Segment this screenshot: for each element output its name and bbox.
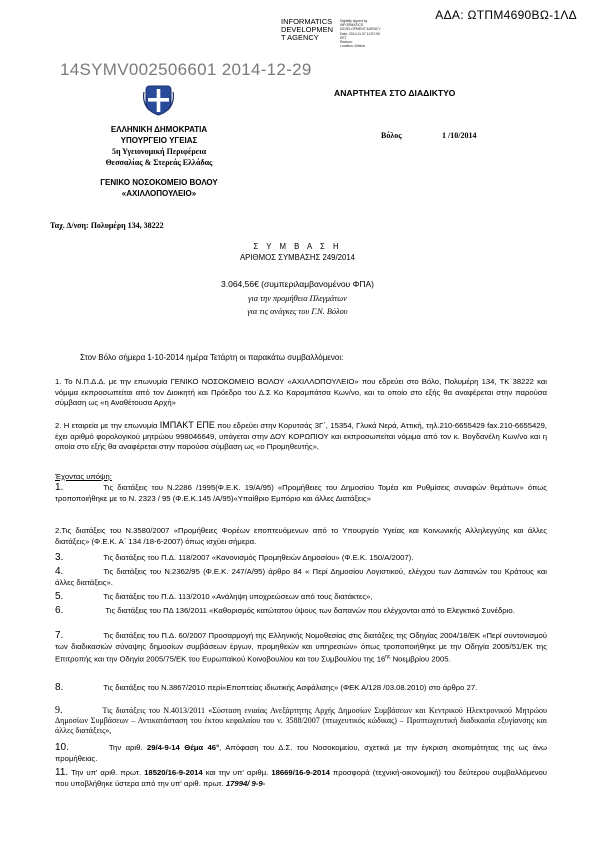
offer-reference: 18669/16-9-2014 (271, 768, 330, 777)
contract-purpose: για τις ανάγκες του Γ.Ν. Βόλου (247, 307, 348, 316)
item-text: Τις διατάξεις του Ν.2362/95 (Φ.Ε.Κ. 247/Α/95) άρθρο 84 « Περί Δημοσίου Λογιστικού, ελέγχου των Δαπανών του Κράτους και άλλες διατάξεις». (55, 567, 547, 587)
header-region-area: Θεσσαλίας & Στερεάς Ελλάδας (105, 158, 213, 167)
item-number: 11. (55, 767, 69, 778)
consideration-item (55, 631, 547, 665)
signature-detail-line: Date: 2014.11.07 12:57:50 (340, 31, 380, 36)
consideration-item (55, 483, 547, 504)
header-region: 5η Υγειονομική Περιφέρεια (111, 147, 207, 156)
consideration-item (55, 606, 547, 617)
signature-detail-line: Reason: (340, 40, 353, 45)
item-number: 7. (55, 630, 64, 641)
consideration-item (55, 567, 547, 588)
postal-address: Ταχ. Δ/νση: Πολυμέρη 134, 38222 (50, 221, 164, 230)
considering-heading: Έχοντας υπόψη: (55, 472, 112, 481)
header-ministry: ΥΠΟΥΡΓΕΙΟ ΥΓΕΙΑΣ (120, 136, 198, 145)
item-number: 10. (55, 742, 69, 753)
item-number: 1. (55, 482, 64, 493)
signature-org-line: T AGENCY (281, 33, 319, 43)
header-hospital: ΓΕΝΙΚΟ ΝΟΣΟΚΟΜΕΙΟ ΒΟΛΟΥ (100, 178, 218, 187)
item-text: Τις διατάξεις του Ν.2286 /1995(Φ.Ε.Κ. 19/Α/95) «Προμήθειες του Δημοσίου Τομέα και Ρυθμίσεις συναφών θεμάτων» όπως τροποποιήθηκε με το Ν. 2323 / 95 (Φ.Ε.Κ.145 /Α/95)«Υπαίθριο Εμπόριο και άλλες Διατάξεις» (55, 483, 547, 503)
item-text-end: , Απόφαση του Δ.Σ. του Νοσοκομείου, σχετικά με την έγκριση σκοπιμότητας της ως άνω προμήθειας. (55, 743, 547, 763)
item-number: 8. (55, 682, 64, 693)
item-number: 6. (55, 605, 64, 616)
item-text: Την αριθ. (108, 743, 147, 752)
consideration-item (55, 683, 547, 694)
tender-reference: 17994/ 9-9- (225, 778, 266, 788)
consideration-item (55, 526, 547, 547)
signature-org-line: INFORMATICS (281, 17, 333, 26)
item-text: και την υπ' αριθμ. (202, 768, 272, 777)
item-text: 2.Τις διατάξεις του Ν.3580/2007 «Προμήθειες Φορέων εποπτευόμενων από το Υπουργείο Υγείας και Κοινωνικής Αλληλεγγύης και άλλες διατάξεις» (Φ.Ε.Κ. Α΄ 134 /18-6-2007) όπως ισχύει σήμερα. (55, 526, 547, 546)
contract-number: ΑΡΙΘΜΟΣ ΣΥΜΒΑΣΗΣ 249/2014 (239, 253, 356, 262)
item-text: Τις διατάξεις του Π.Δ. 118/2007 «Κανονισμός Προμηθειών Δημοσίου» (Φ.Ε.Κ. 150/Α/2007). (103, 553, 414, 562)
consideration-item (55, 706, 547, 737)
item-text-end: Νοεμβρίου 2005. (390, 654, 451, 664)
item-text: Τις διατάξεις του ΠΔ 136/2011 «Καθορισμός κατώτατου ύψους των δαπανών που ελέγχονται από το Ελεγκτικό Συνέδριο. (103, 606, 515, 615)
item-text: Τις διατάξεις του Π.Δ. 60/2007 Προσαρμογή της Ελληνικής Νομοθεσίας στις διατάξεις της Οδηγίας 2004/18/ΕΚ «Περί συντονισμού των διαδικασιών σύναψης δημοσίων συμβάσεων έργων, προμηθειών και υπηρεσιών» όπως τροποποιήθηκε με την Οδηγία 2005/51/ΕΚ της Επιτροπής και την Οδηγία 2005/75/ΕΚ του Ευρωπαϊκού Κοινοβουλίου και του Συμβουλίου της 16 (55, 631, 547, 664)
decision-reference: 29/4-9-14 Θέμα 46° (146, 743, 220, 752)
header-hospital-name: «ΑΧΙΛΛΟΠΟΥΛΕΙΟ» (121, 189, 197, 198)
party-one-paragraph: 1. Το Ν.Π.Δ.Δ. με την επωνυμία ΓΕΝΙΚΟ ΝΟΣΟΚΟΜΕΙΟ ΒΟΛΟΥ «ΑΧΙΛΛΟΠΟΥΛΕΙΟ» που εδρεύει στο Βόλο, Πολυμέρη 134, ΤΚ 38222 και νόμιμα εκπροσωπείται από τον Διοικητή και Πρόεδρο του Δ.Σ Κο Καραμπάτσα Κων/νο, και το οποίο στο εξής θα αναφέρεται στην παρούσα σύμβαση ως «η Αναθέτουσα Αρχή» (55, 377, 547, 408)
issuer-header (90, 124, 228, 199)
header-republic: ΕΛΛΗΝΙΚΗ ΔΗΜΟΚΡΑΤΙΑ (110, 125, 208, 134)
contract-amount: 3.064,56€ (συμπεριλαμβανομένου ΦΠΑ) (221, 279, 374, 289)
place-label: Βόλος (381, 131, 402, 140)
item-text: Τις διατάξεις του Ν.4013/2011 «Σύσταση ενιαίας Ανεξάρτητης Αρχής Δημοσίων Συμβάσεων και Κεντρικού Ηλεκτρονικού Μητρώου Δημοσίων Συμβάσεων – Αντικατάσταση του έκτου κεφαλαίου του ν. 3588/2007 (πτωχευτικός κώδικας) – Προπτωχευτική διαδικασία εξυγίανσης και άλλες διατάξεις», (55, 706, 547, 736)
signature-detail-line: DEVELOPMENT AGENCY (340, 27, 381, 32)
consideration-item (55, 553, 547, 564)
party-two-paragraph (55, 420, 547, 453)
signature-detail-line: INFORMATICS (340, 23, 364, 28)
contract-title: Σ Υ Μ Β Α Σ Η (253, 242, 342, 251)
signature-detail-line: Location: Athens (340, 44, 366, 49)
greek-coat-of-arms-icon (143, 84, 174, 117)
party-two-details: που εδρεύει στην Κορυτσάς 3Γ΄, 15354, Γλυκά Νερά, Αττική, τηλ.210-6655429 fax.210-6655429, έχει αριθμό φορολογικού μητρώου 998046649, υπάγεται στην ΔΟΥ ΚΟΡΩΠΙΟΥ και εκπροσωπείται νόμιμα από τον κ. Βογδανέλη Κων/νο και η οποία στο εξής θα αναφέρεται στην παρούσα σύμβαση ως «ο Προμηθευτής», (55, 421, 547, 452)
offer-reference: 18520/16-9-2014 (144, 768, 203, 777)
signature-organization (281, 18, 341, 43)
intro-paragraph: Στον Βόλο σήμερα 1-10-2014 ημέρα Τετάρτη οι παρακάτω συμβαλλόμενοι: (80, 353, 344, 362)
item-number: 5. (55, 591, 64, 602)
item-number: 9. (55, 705, 63, 716)
digital-signature-details (340, 19, 400, 48)
document-date: 1 /10/2014 (442, 131, 477, 140)
item-number: 3. (55, 552, 64, 563)
signature-detail-line: Digitally signed by (340, 19, 368, 23)
document-stamp: 14SYMV002506601 2014-12-29 (60, 60, 312, 79)
contract-subject: για την προμήθεια Πλεγμάτων (248, 294, 347, 303)
signature-org-line: DEVELOPMEN (281, 25, 334, 35)
ordinal-suffix: ης (385, 654, 391, 661)
item-text: Την υπ' αριθ. πρωτ. (68, 768, 145, 777)
item-text: Τις διατάξεις του Ν.3867/2010 περί«Εποπτείας ιδιωτικής Ασφάλισης» (ΦΕΚ Α/128 /03.08.2010) στο άρθρο 27. (103, 683, 478, 692)
ada-code: ΑΔΑ: ΩΤΠΜ4690ΒΩ-1ΛΔ (435, 8, 577, 22)
consideration-item (55, 768, 547, 789)
signature-detail-line: EET (340, 35, 347, 40)
party-two-intro: 2. Η εταιρεία με την επωνυμία (55, 421, 160, 430)
item-text: προσφορά (τεχνική-οικονομική) του δεύτερου συμβαλλόμενου που υποβλήθηκε ύστερα από την υπ' αριθ. πρωτ. (55, 768, 547, 788)
item-number: 4. (55, 566, 64, 577)
supplier-name: ΙΜΠΑΚΤ ΕΠΕ (159, 420, 215, 430)
item-text: Τις διατάξεις του Π.Δ. 113/2010 «Ανάληψη υποχρεώσεων από τους διατάκτες», (103, 592, 373, 601)
publish-online-notice: ΑΝΑΡΤΗΤΕΑ ΣΤΟ ΔΙΑΔΙΚΤΥΟ (334, 88, 456, 98)
consideration-item (55, 743, 547, 764)
consideration-item (55, 592, 547, 603)
